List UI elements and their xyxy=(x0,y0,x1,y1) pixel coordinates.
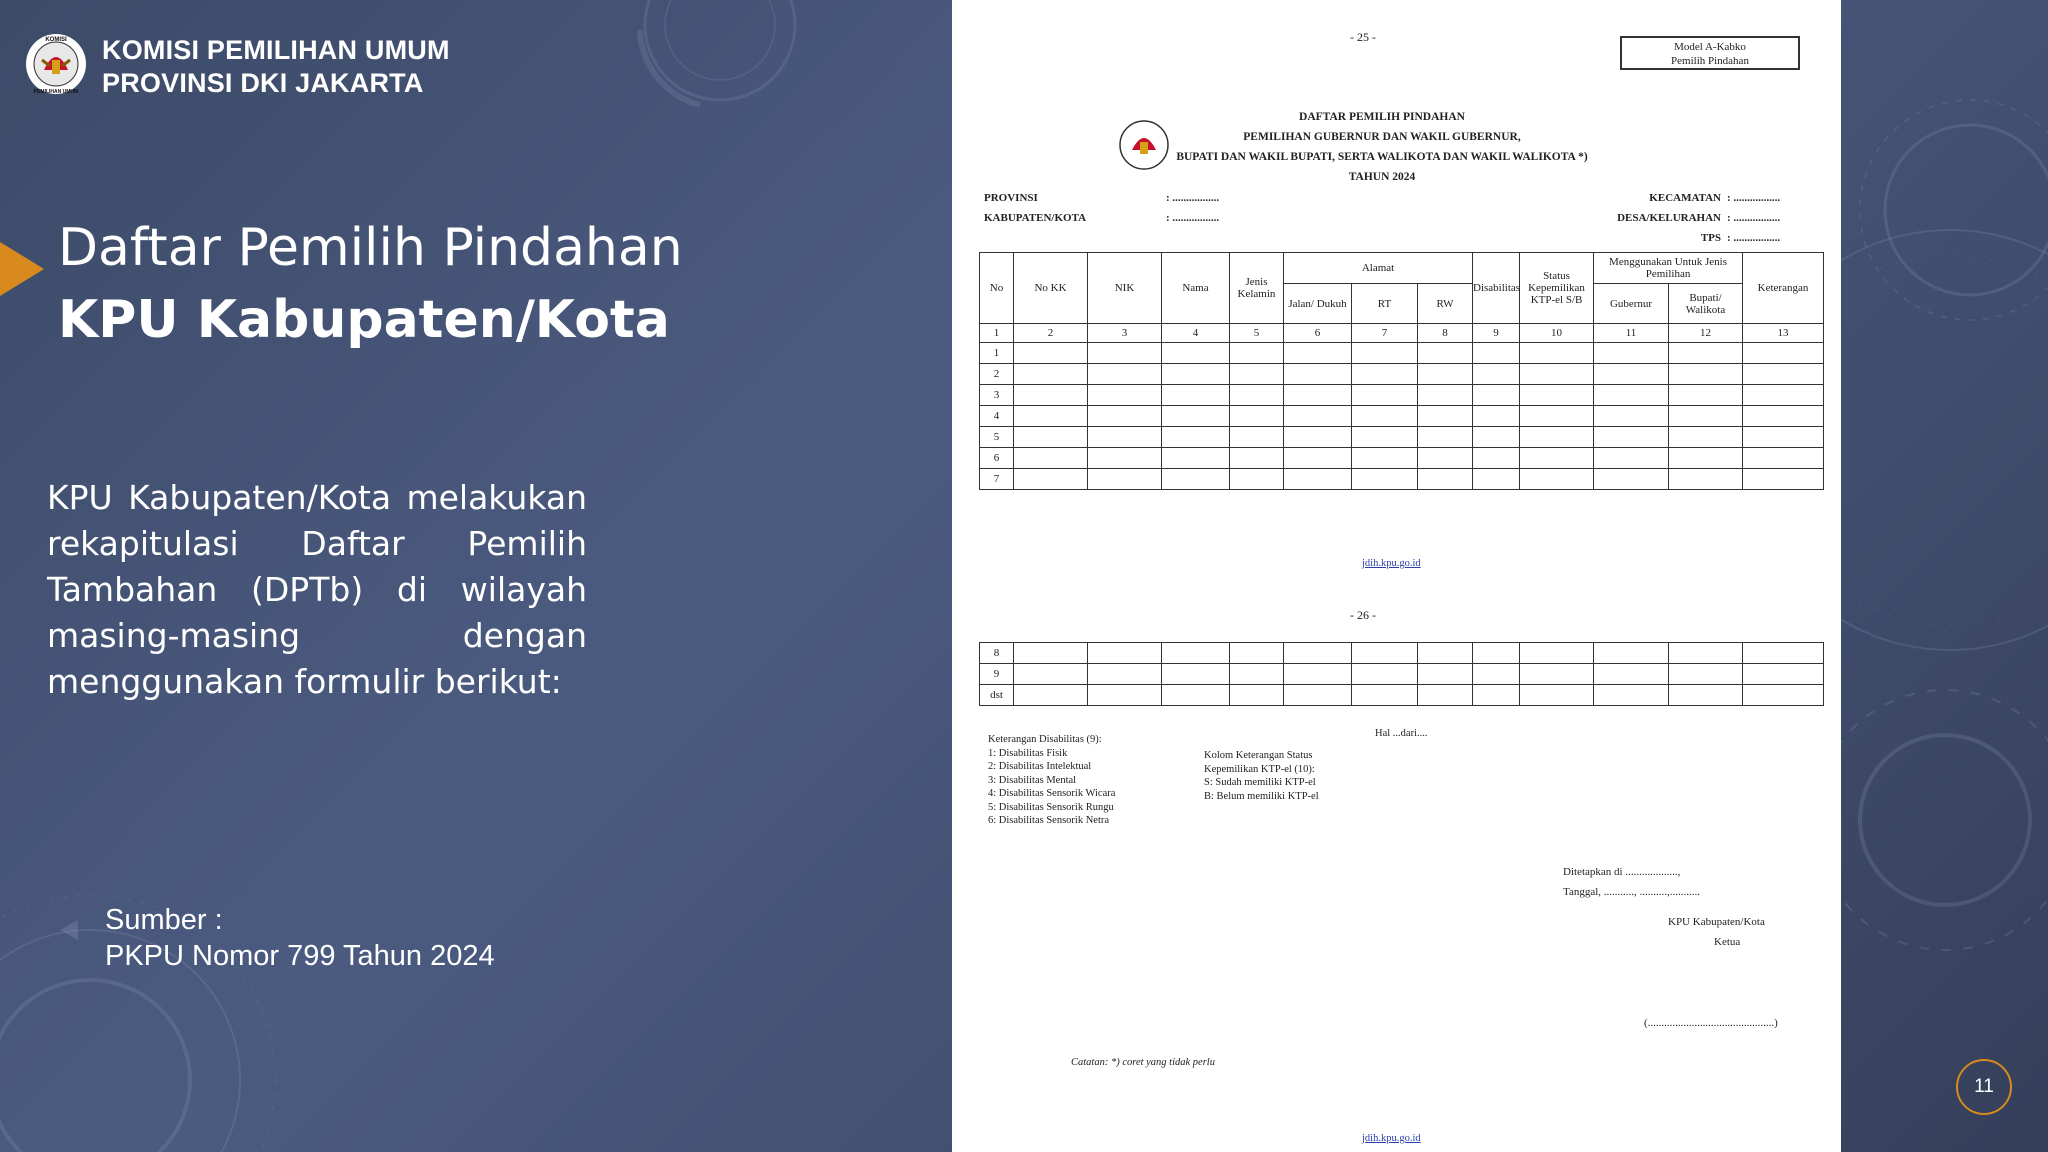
empty-cell xyxy=(1230,685,1284,706)
empty-cell xyxy=(1352,343,1418,364)
empty-cell xyxy=(1284,469,1352,490)
empty-cell xyxy=(1352,643,1418,664)
meta-kabkota-value: : ................. xyxy=(1166,212,1220,224)
meta-tps-label: TPS xyxy=(1700,232,1721,244)
empty-cell xyxy=(1284,664,1352,685)
header-alamat: Alamat xyxy=(1284,253,1473,284)
column-number-cell: 10 xyxy=(1520,324,1594,343)
voter-form-table-page2 xyxy=(979,642,1824,706)
empty-cell xyxy=(1473,664,1520,685)
title-regular: Daftar Pemilih Pindahan xyxy=(58,218,683,278)
empty-cell xyxy=(1352,664,1418,685)
table-row xyxy=(980,685,1824,706)
source-text: PKPU Nomor 799 Tahun 2024 xyxy=(105,940,495,972)
empty-cell xyxy=(1473,406,1520,427)
column-number-cell: 9 xyxy=(1473,324,1520,343)
empty-cell xyxy=(1162,406,1230,427)
note-line: 2: Disabilitas Intelektual xyxy=(988,761,1092,772)
empty-cell xyxy=(1520,643,1594,664)
empty-cell xyxy=(1284,343,1352,364)
row-number-cell: dst xyxy=(980,685,1014,706)
empty-cell xyxy=(1743,364,1824,385)
table-row xyxy=(980,664,1824,685)
note-line: 4: Disabilitas Sensorik Wicara xyxy=(988,788,1116,799)
empty-cell xyxy=(1162,664,1230,685)
org-line-2: PROVINSI DKI JAKARTA xyxy=(102,68,424,98)
meta-provinsi-value: : ................. xyxy=(1166,192,1220,204)
table-row xyxy=(980,385,1824,406)
empty-cell xyxy=(1014,343,1088,364)
empty-cell xyxy=(1594,364,1669,385)
empty-cell xyxy=(1088,364,1162,385)
empty-cell xyxy=(1162,385,1230,406)
column-number-cell: 6 xyxy=(1284,324,1352,343)
empty-cell xyxy=(1162,685,1230,706)
meta-kecamatan-value: : ................. xyxy=(1727,192,1781,204)
note-line: Kolom Keterangan Status xyxy=(1204,750,1313,761)
note-line: S: Sudah memiliki KTP-el xyxy=(1204,777,1316,788)
empty-cell xyxy=(1162,343,1230,364)
table-row xyxy=(980,364,1824,385)
row-number-cell: 4 xyxy=(980,406,1014,427)
empty-cell xyxy=(1594,643,1669,664)
table-row xyxy=(980,406,1824,427)
row-number-cell: 8 xyxy=(980,643,1014,664)
table-row xyxy=(980,324,1824,343)
empty-cell xyxy=(1088,343,1162,364)
empty-cell xyxy=(1594,469,1669,490)
empty-cell xyxy=(1014,406,1088,427)
empty-cell xyxy=(1743,406,1824,427)
header-gubernur: Gubernur xyxy=(1594,284,1669,324)
empty-cell xyxy=(1352,364,1418,385)
empty-cell xyxy=(1743,685,1824,706)
empty-cell xyxy=(1743,469,1824,490)
empty-cell xyxy=(1520,343,1594,364)
header-jenis-kelamin: Jenis Kelamin xyxy=(1230,253,1284,324)
table-row xyxy=(980,448,1824,469)
logo-bottom-text: PEMILIHAN UMUM xyxy=(33,89,79,95)
empty-cell xyxy=(1014,685,1088,706)
doc-heading-1: DAFTAR PEMILIH PINDAHAN xyxy=(1299,111,1465,123)
empty-cell xyxy=(1088,664,1162,685)
empty-cell xyxy=(1014,364,1088,385)
header-disabilitas: Disabilitas xyxy=(1473,253,1520,324)
empty-cell xyxy=(1284,685,1352,706)
empty-cell xyxy=(1014,385,1088,406)
model-label-box xyxy=(1620,36,1800,70)
empty-cell xyxy=(1230,406,1284,427)
meta-kabkota-label: KABUPATEN/KOTA xyxy=(984,212,1087,224)
empty-cell xyxy=(1284,427,1352,448)
empty-cell xyxy=(1162,364,1230,385)
empty-cell xyxy=(1473,343,1520,364)
doc-heading-3: BUPATI DAN WAKIL BUPATI, SERTA WALIKOTA DAN WAKIL WALIKOTA *) xyxy=(1176,151,1588,163)
empty-cell xyxy=(1284,406,1352,427)
header-jalan: Jalan/ Dukuh xyxy=(1284,284,1352,324)
header-nokk: No KK xyxy=(1014,253,1088,324)
table-row xyxy=(980,343,1824,364)
empty-cell xyxy=(1284,385,1352,406)
table-rows-page1 xyxy=(980,343,1824,490)
column-number-cell: 13 xyxy=(1743,324,1824,343)
empty-cell xyxy=(1014,448,1088,469)
empty-cell xyxy=(1520,406,1594,427)
empty-cell xyxy=(1594,427,1669,448)
kpu-logo xyxy=(24,30,88,100)
empty-cell xyxy=(1743,385,1824,406)
empty-cell xyxy=(1473,448,1520,469)
empty-cell xyxy=(1352,685,1418,706)
header-rt: RT xyxy=(1352,284,1418,324)
empty-cell xyxy=(1418,385,1473,406)
note-line: Kepemilikan KTP-el (10): xyxy=(1204,763,1315,775)
empty-cell xyxy=(1230,364,1284,385)
empty-cell xyxy=(1418,343,1473,364)
voter-form-table-page1 xyxy=(979,252,1824,490)
signature-line: (..............................................) xyxy=(1644,1017,1778,1029)
empty-cell xyxy=(1743,427,1824,448)
empty-cell xyxy=(1162,643,1230,664)
empty-cell xyxy=(1352,385,1418,406)
empty-cell xyxy=(1473,364,1520,385)
empty-cell xyxy=(1418,406,1473,427)
row-number-cell: 3 xyxy=(980,385,1014,406)
doc-kpu-emblem-icon xyxy=(1118,116,1170,174)
empty-cell xyxy=(1520,364,1594,385)
empty-cell xyxy=(1418,448,1473,469)
header-keterangan: Keterangan xyxy=(1743,253,1824,324)
empty-cell xyxy=(1230,343,1284,364)
meta-desa-label: DESA/KELURAHAN xyxy=(1617,212,1721,224)
empty-cell xyxy=(1284,448,1352,469)
note-line: 1: Disabilitas Fisik xyxy=(988,747,1068,759)
column-number-cell: 3 xyxy=(1088,324,1162,343)
slide-description: KPU Kabupaten/Kota melakukan rekapitulasi Daftar Pemilih Tambahan (DPTb) di wilayah masing-masing dengan menggunakan formulir berikut: xyxy=(47,478,587,701)
note-line: B: Belum memiliki KTP-el xyxy=(1204,790,1319,802)
source-label: Sumber : xyxy=(105,904,223,936)
empty-cell xyxy=(1594,385,1669,406)
column-number-cell: 4 xyxy=(1162,324,1230,343)
empty-cell xyxy=(1088,469,1162,490)
form-document-image xyxy=(952,0,1841,1152)
header-bupati: Bupati/ Walikota xyxy=(1669,284,1743,324)
header-nama: Nama xyxy=(1162,253,1230,324)
empty-cell xyxy=(1520,427,1594,448)
accent-arrow-icon xyxy=(0,242,44,296)
empty-cell xyxy=(1230,664,1284,685)
signer-role: Ketua xyxy=(1714,936,1741,948)
empty-cell xyxy=(1418,685,1473,706)
empty-cell xyxy=(1520,664,1594,685)
doc-page-number-bottom: - 26 - xyxy=(1350,608,1376,622)
header-status-ktp: Status Kepemilikan KTP-el S/B xyxy=(1520,253,1594,324)
status-notes xyxy=(1204,749,1319,803)
table-rows-page2 xyxy=(980,643,1824,706)
empty-cell xyxy=(1230,385,1284,406)
table-row xyxy=(980,427,1824,448)
empty-cell xyxy=(1743,664,1824,685)
empty-cell xyxy=(1669,448,1743,469)
empty-cell xyxy=(1669,685,1743,706)
empty-cell xyxy=(1284,643,1352,664)
header-rw: RW xyxy=(1418,284,1473,324)
empty-cell xyxy=(1594,685,1669,706)
model-line-2: Pemilih Pindahan xyxy=(1671,55,1749,67)
jdih-link-bottom[interactable]: jdih.kpu.go.id xyxy=(1362,1133,1421,1144)
tanggal-text: Tanggal, ..........., ..........,........... xyxy=(1563,886,1701,898)
empty-cell xyxy=(1162,448,1230,469)
empty-cell xyxy=(1520,385,1594,406)
empty-cell xyxy=(1230,643,1284,664)
table-row xyxy=(980,469,1824,490)
column-number-cell: 7 xyxy=(1352,324,1418,343)
jdih-link[interactable]: jdih.kpu.go.id xyxy=(1362,558,1421,569)
empty-cell xyxy=(1473,427,1520,448)
empty-cell xyxy=(1418,364,1473,385)
empty-cell xyxy=(1743,343,1824,364)
header-nik: NIK xyxy=(1088,253,1162,324)
empty-cell xyxy=(1418,427,1473,448)
empty-cell xyxy=(1014,427,1088,448)
empty-cell xyxy=(1473,643,1520,664)
column-number-cell: 11 xyxy=(1594,324,1669,343)
empty-cell xyxy=(1520,685,1594,706)
empty-cell xyxy=(1669,427,1743,448)
note-line: 6: Disabilitas Sensorik Netra xyxy=(988,815,1110,826)
empty-cell xyxy=(1520,448,1594,469)
column-number-cell: 5 xyxy=(1230,324,1284,343)
empty-cell xyxy=(1418,664,1473,685)
empty-cell xyxy=(1088,385,1162,406)
note-line: 5: Disabilitas Sensorik Rungu xyxy=(988,801,1114,813)
organization-name xyxy=(102,34,450,100)
empty-cell xyxy=(1594,406,1669,427)
empty-cell xyxy=(1473,469,1520,490)
empty-cell xyxy=(1014,469,1088,490)
row-number-cell: 7 xyxy=(980,469,1014,490)
hal-text: Hal ...dari.... xyxy=(1375,728,1428,739)
empty-cell xyxy=(1162,427,1230,448)
signer-org: KPU Kabupaten/Kota xyxy=(1668,916,1765,928)
note-line: 3: Disabilitas Mental xyxy=(988,774,1077,786)
empty-cell xyxy=(1418,643,1473,664)
column-number-cell: 12 xyxy=(1669,324,1743,343)
title-bold: KPU Kabupaten/Kota xyxy=(58,290,670,350)
meta-tps-value: : ................. xyxy=(1727,232,1781,244)
empty-cell xyxy=(1669,385,1743,406)
header-menggunakan: Menggunakan Untuk Jenis Pemilihan xyxy=(1594,253,1743,284)
empty-cell xyxy=(1284,364,1352,385)
empty-cell xyxy=(1230,427,1284,448)
empty-cell xyxy=(1473,685,1520,706)
empty-cell xyxy=(1352,469,1418,490)
row-number-cell: 9 xyxy=(980,664,1014,685)
empty-cell xyxy=(1669,406,1743,427)
empty-cell xyxy=(1088,685,1162,706)
empty-cell xyxy=(1088,427,1162,448)
empty-cell xyxy=(1014,664,1088,685)
disability-notes xyxy=(988,733,1115,828)
column-number-row xyxy=(980,324,1824,343)
empty-cell xyxy=(1594,448,1669,469)
row-number-cell: 6 xyxy=(980,448,1014,469)
empty-cell xyxy=(1088,406,1162,427)
catatan-text: Catatan: *) coret yang tidak perlu xyxy=(1071,1057,1215,1068)
empty-cell xyxy=(1418,469,1473,490)
note-line: Keterangan Disabilitas (9): xyxy=(988,734,1102,745)
column-number-cell: 2 xyxy=(1014,324,1088,343)
empty-cell xyxy=(1230,448,1284,469)
empty-cell xyxy=(1594,664,1669,685)
org-line-1: KOMISI PEMILIHAN UMUM xyxy=(102,35,450,65)
meta-provinsi-label: PROVINSI xyxy=(984,192,1038,204)
empty-cell xyxy=(1088,448,1162,469)
source-citation xyxy=(105,902,495,974)
ditetapkan-text: Ditetapkan di ..................., xyxy=(1563,866,1681,878)
table-row xyxy=(980,643,1824,664)
empty-cell xyxy=(1669,643,1743,664)
column-number-cell: 8 xyxy=(1418,324,1473,343)
meta-kecamatan-label: KECAMATAN xyxy=(1649,192,1721,204)
empty-cell xyxy=(1520,469,1594,490)
empty-cell xyxy=(1594,343,1669,364)
doc-heading-2: PEMILIHAN GUBERNUR DAN WAKIL GUBERNUR, xyxy=(1243,131,1521,143)
logo-top-text: KOMISI xyxy=(45,37,67,43)
empty-cell xyxy=(1088,643,1162,664)
doc-heading-4: TAHUN 2024 xyxy=(1348,171,1416,183)
empty-cell xyxy=(1669,364,1743,385)
empty-cell xyxy=(1230,469,1284,490)
model-line-1: Model A-Kabko xyxy=(1674,41,1746,53)
empty-cell xyxy=(1669,343,1743,364)
empty-cell xyxy=(1014,643,1088,664)
meta-desa-value: : ................. xyxy=(1727,212,1781,224)
empty-cell xyxy=(1162,469,1230,490)
empty-cell xyxy=(1743,643,1824,664)
empty-cell xyxy=(1352,427,1418,448)
empty-cell xyxy=(1473,385,1520,406)
doc-page-number-top: - 25 - xyxy=(1350,30,1376,44)
empty-cell xyxy=(1669,664,1743,685)
header-no: No xyxy=(980,253,1014,324)
column-number-cell: 1 xyxy=(980,324,1014,343)
page-number-badge: 11 xyxy=(1956,1059,2012,1115)
slide-title xyxy=(58,212,818,356)
row-number-cell: 5 xyxy=(980,427,1014,448)
empty-cell xyxy=(1669,469,1743,490)
empty-cell xyxy=(1352,406,1418,427)
row-number-cell: 1 xyxy=(980,343,1014,364)
row-number-cell: 2 xyxy=(980,364,1014,385)
empty-cell xyxy=(1352,448,1418,469)
empty-cell xyxy=(1743,448,1824,469)
